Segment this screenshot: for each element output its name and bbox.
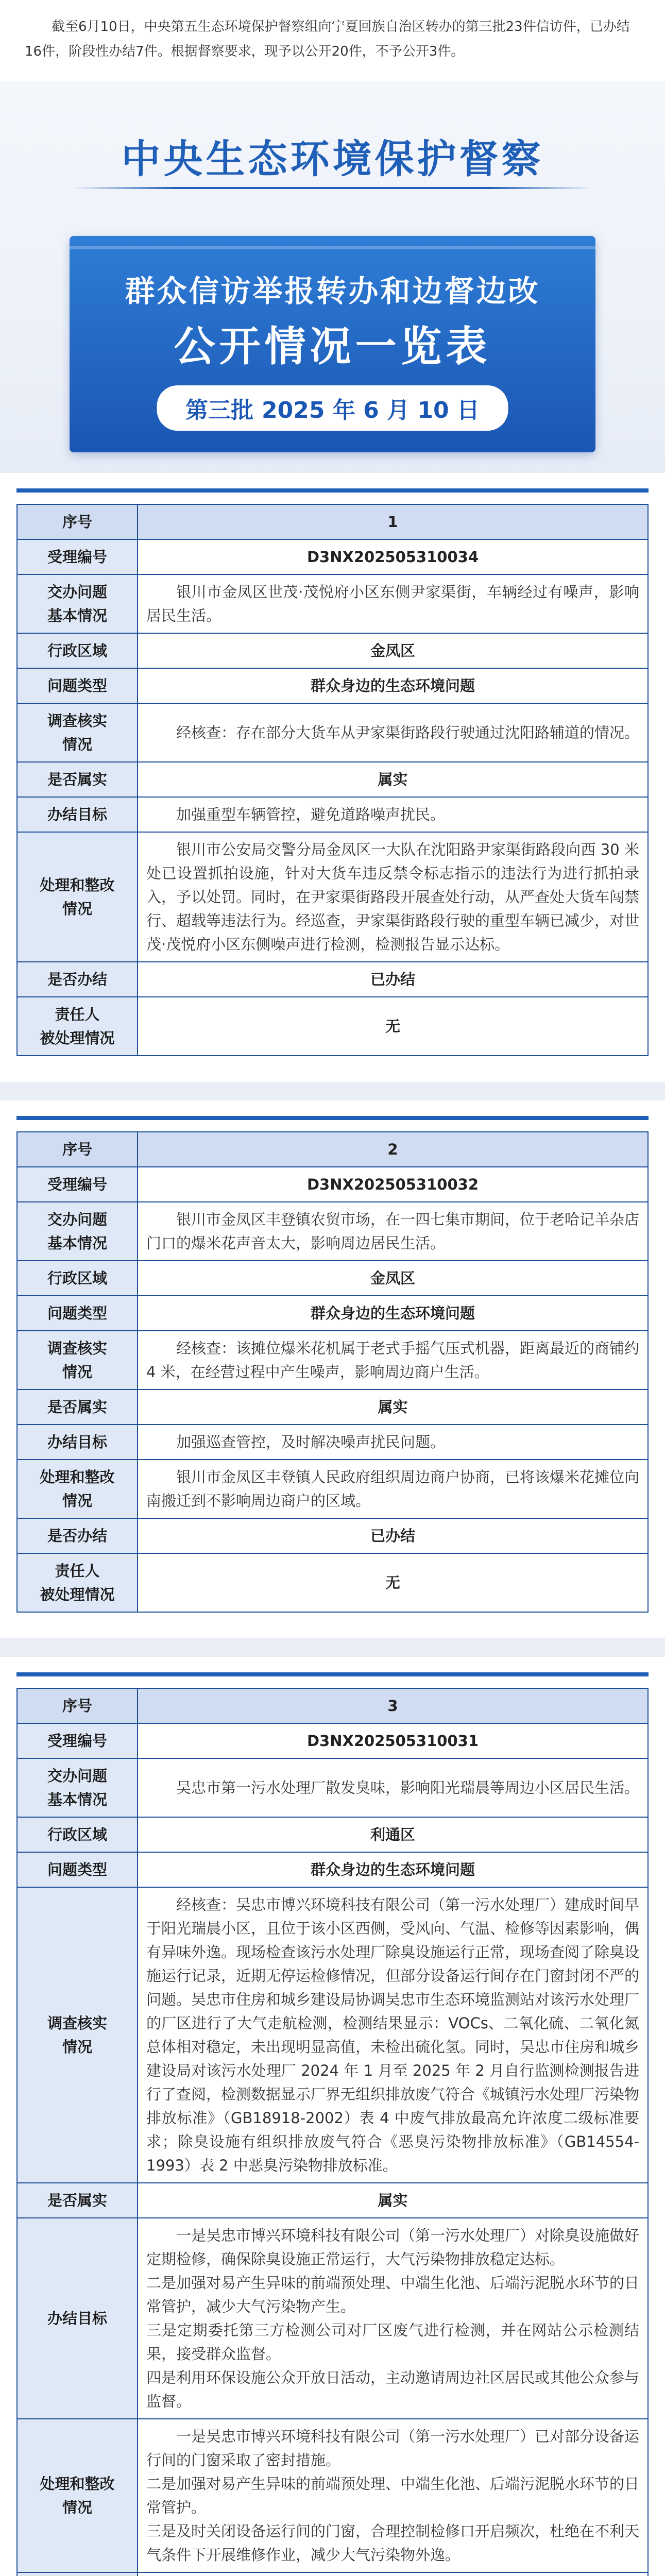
label-goal: 办结目标 xyxy=(17,1425,138,1460)
label-is-true: 是否属实 xyxy=(17,2183,138,2218)
value-handling: 银川市公安局交警分局金凤区一大队在沈阳路尹家渠街路段向西 30 米处已设置抓拍设施，针对大货车违反禁令标志指示的违法行为进行抓拍录入，予以处罚。同时，在尹家渠街路段开展查处行动，从严查处大货车闯禁行、超载等违法行为。经巡查，尹家渠街路段行驶的重型车辆已减少，对世茂·茂悦府小区东侧噪声进行检测，检测报告显示达标。 xyxy=(138,832,648,962)
value-code: D3NX202505310034 xyxy=(138,539,648,574)
record-card xyxy=(0,1638,665,2576)
banner-divider xyxy=(72,187,593,189)
label-code: 受理编号 xyxy=(17,1723,138,1758)
label-handling: 处理和整改 情况 xyxy=(17,832,138,962)
label-seq: 序号 xyxy=(17,504,138,539)
label-type: 问题类型 xyxy=(17,1852,138,1887)
value-type: 群众身边的生态环境问题 xyxy=(138,668,648,703)
record-table xyxy=(16,1688,649,2576)
value-issue: 银川市金凤区丰登镇农贸市场，在一四七集市期间，位于老哈记羊杂店门口的爆米花声音太大，影响周边居民生活。 xyxy=(138,1202,648,1261)
label-handling: 处理和整改 情况 xyxy=(17,1460,138,1518)
value-goal: 一是吴忠市博兴环境科技有限公司（第一污水处理厂）对除臭设施做好定期检修，确保除臭设施正常运行，大气污染物排放稳定达标。 二是加强对易产生异味的前端预处理、中端生化池、后端污泥脱水环节的日常管护，减少大气污染物产生。 三是定期委托第三方检测公司对厂区废气进行检测，并在网站公示检测结果，接受群众监督。 四是利用环保设施公众开放日活动，主动邀请周边社区居民或其他公众参与监督。 xyxy=(138,2218,648,2419)
value-handling: 银川市金凤区丰登镇人民政府组织周边商户协商，已将该爆米花摊位向南搬迁到不影响周边商户的区域。 xyxy=(138,1460,648,1518)
label-verify: 调查核实 情况 xyxy=(17,703,138,762)
value-type: 群众身边的生态环境问题 xyxy=(138,1852,648,1887)
batch-date: 2025 年 6 月 10 日 xyxy=(262,397,480,423)
value-issue: 吴忠市第一污水处理厂散发臭味，影响阳光瑞晨等周边小区居民生活。 xyxy=(138,1758,648,1817)
label-goal: 办结目标 xyxy=(17,797,138,832)
label-issue: 交办问题 基本情况 xyxy=(17,1758,138,1817)
value-seq: 3 xyxy=(138,1688,648,1723)
label-responsible: 责任人 被处理情况 xyxy=(17,997,138,1056)
banner-subtitle-2: 公开情况一览表 xyxy=(174,323,491,370)
label-issue: 交办问题 基本情况 xyxy=(17,1202,138,1261)
label-verify: 调查核实 情况 xyxy=(17,1887,138,2183)
header-banner xyxy=(0,81,665,473)
banner-stripe xyxy=(70,246,595,249)
record-table xyxy=(16,1131,649,1613)
value-responsible: 无 xyxy=(138,1553,648,1612)
record-card xyxy=(0,473,665,1082)
value-issue: 银川市金凤区世茂·茂悦府小区东侧尹家渠街，车辆经过有噪声，影响居民生活。 xyxy=(138,574,648,633)
value-is-true: 属实 xyxy=(138,2183,648,2218)
record-table xyxy=(16,504,649,1056)
value-seq: 1 xyxy=(138,504,648,539)
label-code: 受理编号 xyxy=(17,539,138,574)
label-type: 问题类型 xyxy=(17,668,138,703)
batch-label: 第三批 xyxy=(185,397,254,423)
value-verify: 经核查：该摊位爆米花机属于老式手摇气压式机器，距离最近的商铺约 4 米，在经营过程中产生噪声，影响周边商户生活。 xyxy=(138,1331,648,1389)
value-region: 利通区 xyxy=(138,1817,648,1852)
value-verify: 经核查：吴忠市博兴环境科技有限公司（第一污水处理厂）建成时间早于阳光瑞晨小区，且位于该小区西侧，受风向、气温、检修等因素影响，偶有异味外逸。现场检查该污水处理厂除臭设施运行正常，现场查阅了除臭设施运行记录，近期无停运检修情况，但部分设备运行间存在门窗封闭不严的问题。吴忠市住房和城乡建设局协调吴忠市生态环境监测站对该污水处理厂的厂区进行了大气走航检测，检测结果显示：VOCs、二氧化硫、二氧化氮总体相对稳定，未出现明显高值，未检出硫化氢。同时，吴忠市住房和城乡建设局对该污水处理厂 2024 年 1 月至 2025 年 2 月自行监测检测报告进行了查阅，检测数据显示厂界无组织排放废气符合《城镇污水处理厂污染物排放标准》（GB18918-2002）表 4 中废气排放最高允许浓度二级标准要求；除臭设施有组织排放废气符合《恶臭污染物排放标准》（GB14554-1993）表 2 中恶臭污染物排放标准。 xyxy=(138,1887,648,2183)
label-region: 行政区域 xyxy=(17,1261,138,1296)
value-goal: 加强重型车辆管控，避免道路噪声扰民。 xyxy=(138,797,648,832)
label-responsible: 责任人 被处理情况 xyxy=(17,1553,138,1612)
label-type: 问题类型 xyxy=(17,1296,138,1331)
label-seq: 序号 xyxy=(17,1688,138,1723)
label-region: 行政区域 xyxy=(17,633,138,668)
label-handling: 处理和整改 情况 xyxy=(17,2419,138,2572)
banner-title: 中央生态环境保护督察 xyxy=(121,136,544,182)
value-type: 群众身边的生态环境问题 xyxy=(138,1296,648,1331)
label-closed: 是否办结 xyxy=(17,1518,138,1553)
banner-card xyxy=(70,236,595,452)
label-verify: 调查核实 情况 xyxy=(17,1331,138,1389)
label-seq: 序号 xyxy=(17,1132,138,1167)
intro-paragraph: 截至6月10日，中央第五生态环境保护督察组向宁夏回族自治区转办的第三批23件信访件，已办结16件，阶段性办结7件。根据督察要求，现予以公开20件，不予公开3件。 xyxy=(0,0,665,81)
card-accent-bar xyxy=(16,1116,649,1120)
value-handling: 一是吴忠市博兴环境科技有限公司（第一污水处理厂）已对部分设备运行间的门窗采取了密封措施。 二是加强对易产生异味的前端预处理、中端生化池、后端污泥脱水环节的日常管护。 三是及时关闭设备运行间的门窗，合理控制检修口开启频次，杜绝在不利天气条件下开展维修作业，减少大气污染物外逸。 xyxy=(138,2419,648,2572)
label-closed xyxy=(17,2572,138,2576)
label-goal: 办结目标 xyxy=(17,2218,138,2419)
value-region: 金凤区 xyxy=(138,1261,648,1296)
label-is-true: 是否属实 xyxy=(17,1389,138,1425)
value-region: 金凤区 xyxy=(138,633,648,668)
value-goal: 加强巡查管控，及时解决噪声扰民问题。 xyxy=(138,1425,648,1460)
value-is-true: 属实 xyxy=(138,762,648,797)
card-accent-bar xyxy=(16,488,649,493)
label-issue: 交办问题 基本情况 xyxy=(17,574,138,633)
value-seq: 2 xyxy=(138,1132,648,1167)
value-closed: 已办结 xyxy=(138,962,648,997)
value-code: D3NX202505310031 xyxy=(138,1723,648,1758)
value-code: D3NX202505310032 xyxy=(138,1167,648,1202)
banner-subtitle-1: 群众信访举报转办和边督边改 xyxy=(125,274,540,309)
label-closed: 是否办结 xyxy=(17,962,138,997)
label-region: 行政区域 xyxy=(17,1817,138,1852)
label-is-true: 是否属实 xyxy=(17,762,138,797)
value-closed xyxy=(138,2572,648,2576)
value-responsible: 无 xyxy=(138,997,648,1056)
card-accent-bar xyxy=(16,1672,649,1676)
batch-date-pill xyxy=(157,385,508,431)
label-code: 受理编号 xyxy=(17,1167,138,1202)
value-closed: 已办结 xyxy=(138,1518,648,1553)
value-is-true: 属实 xyxy=(138,1389,648,1425)
record-card xyxy=(0,1082,665,1638)
value-verify: 经核查：存在部分大货车从尹家渠街路段行驶通过沈阳路辅道的情况。 xyxy=(138,703,648,762)
